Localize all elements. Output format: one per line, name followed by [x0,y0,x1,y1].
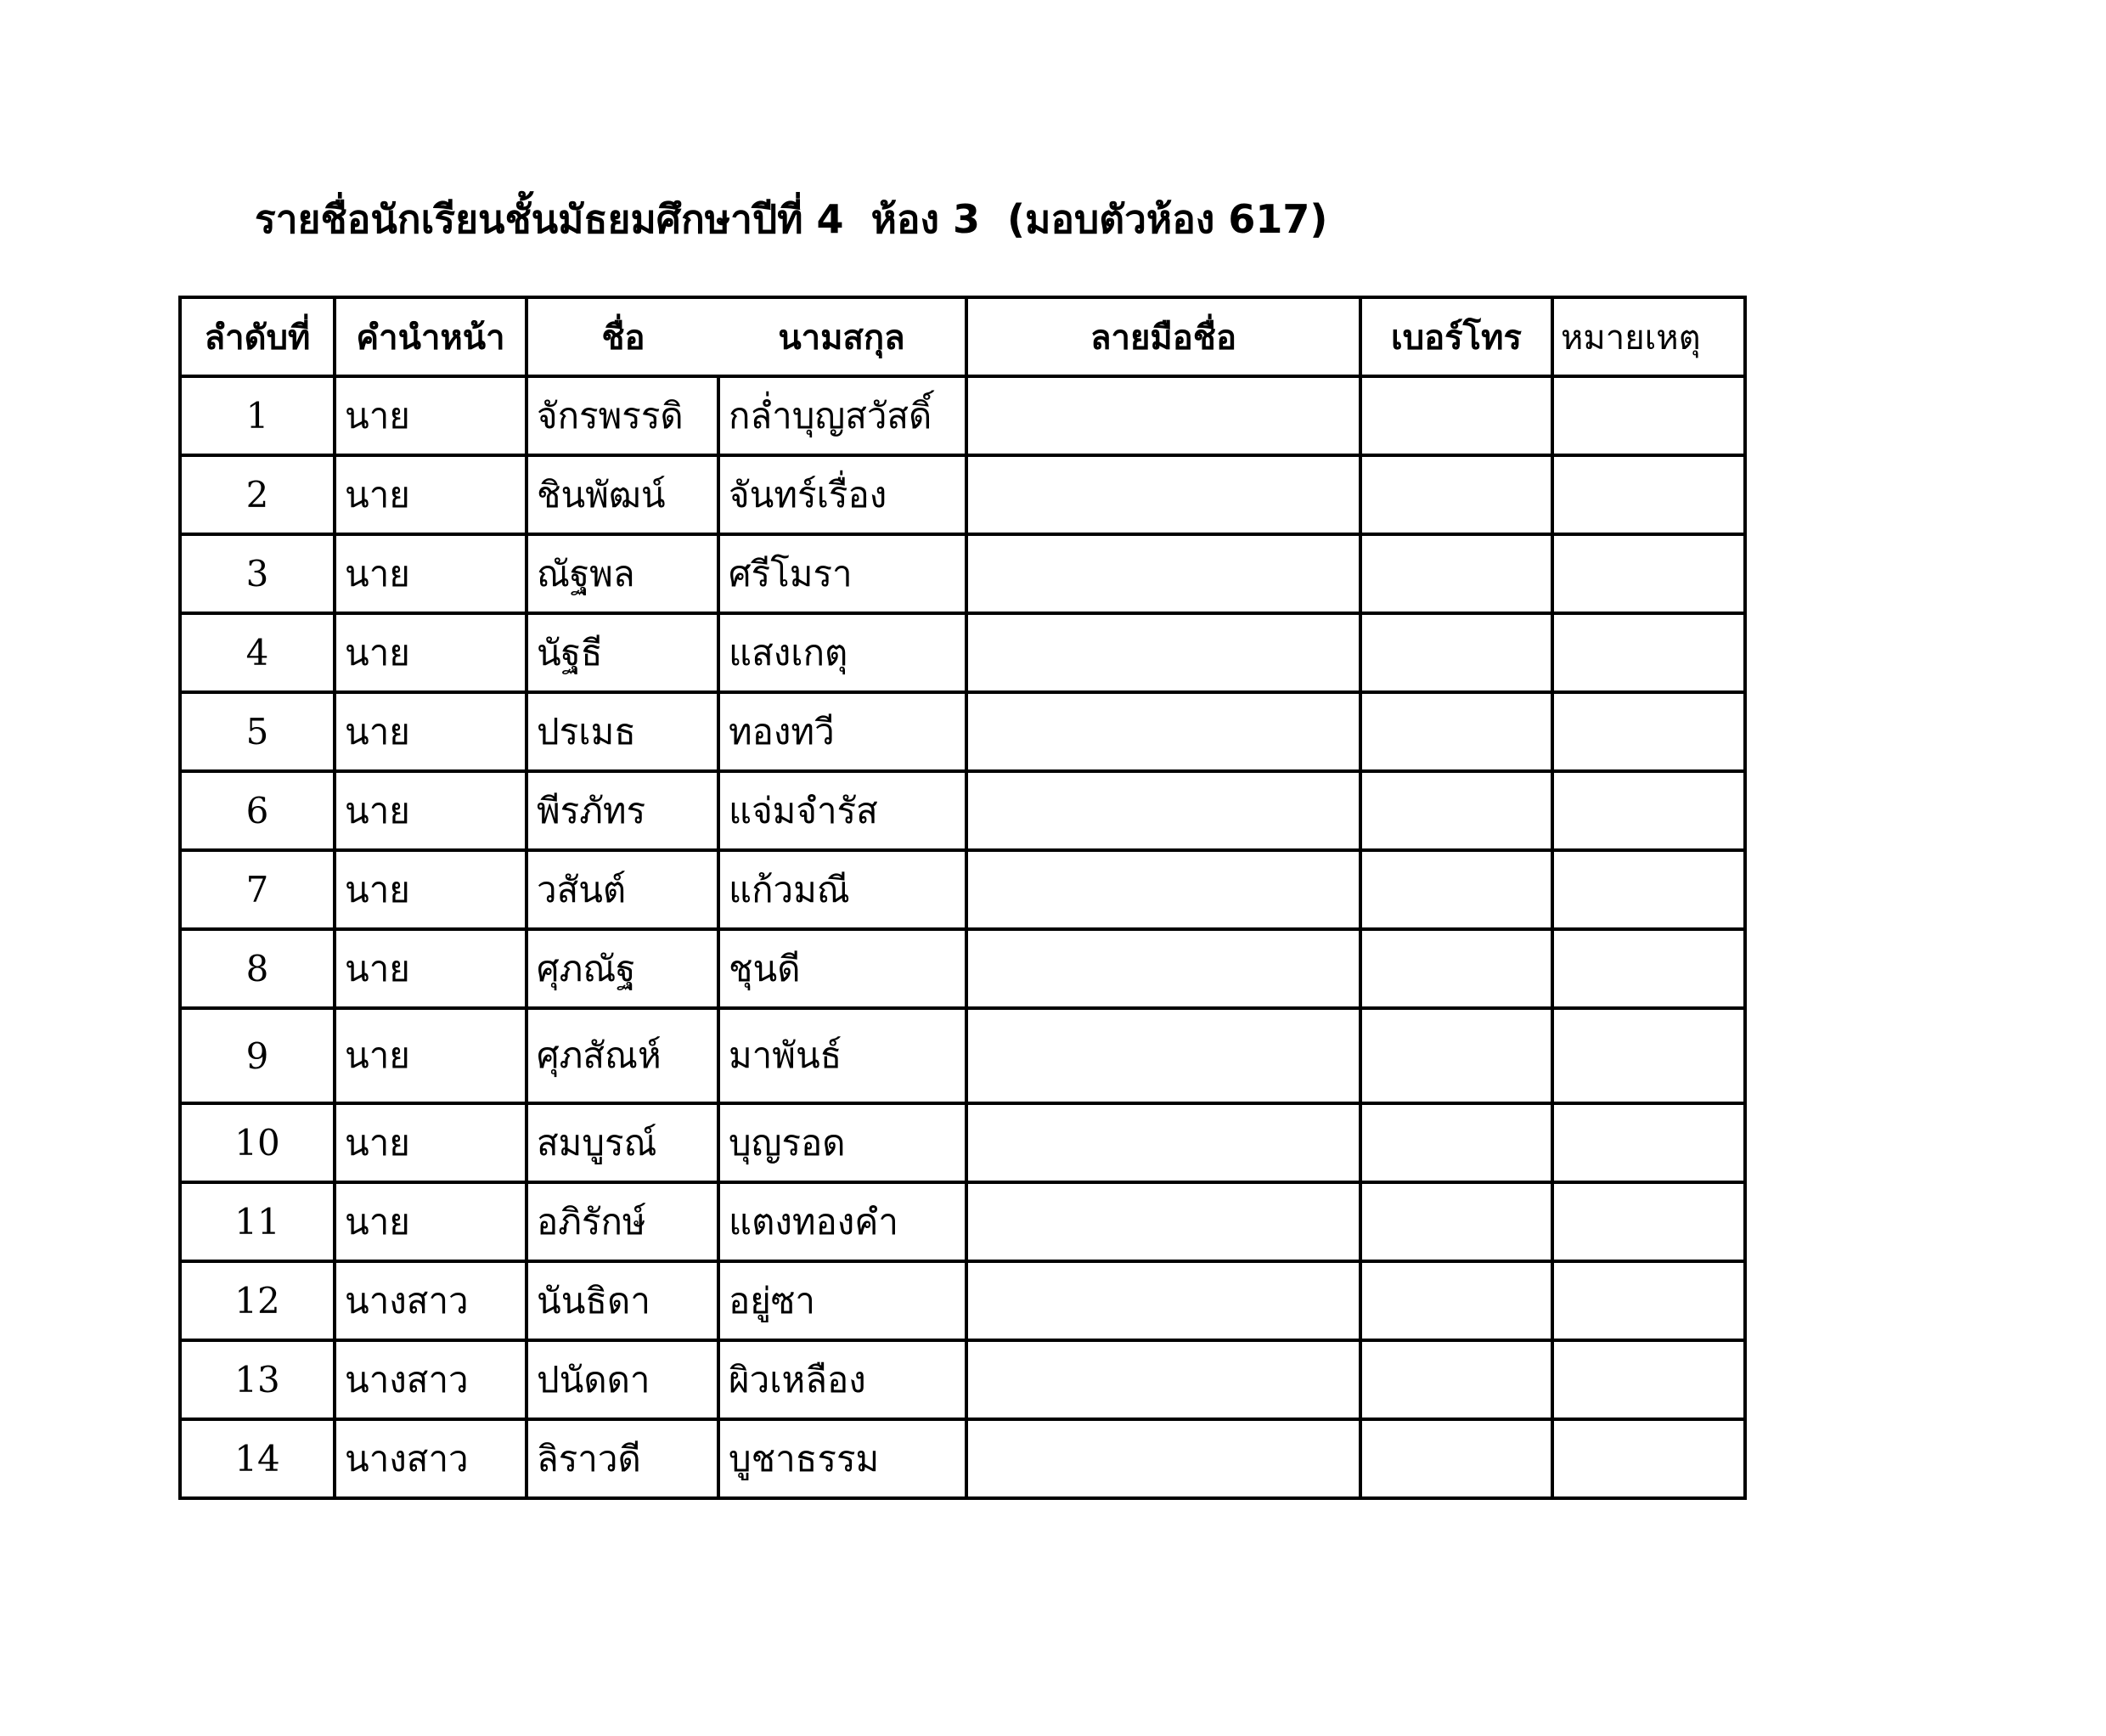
cell-remark[interactable] [1552,1182,1745,1261]
cell-remark[interactable] [1552,692,1745,771]
cell-remark[interactable] [1552,850,1745,929]
cell-no: 8 [180,929,335,1008]
cell-signature[interactable] [966,376,1360,455]
cell-prefix: นาย [335,692,526,771]
cell-remark[interactable] [1552,1103,1745,1182]
cell-phone[interactable] [1360,1103,1552,1182]
cell-phone[interactable] [1360,1340,1552,1419]
table-row [180,1340,1745,1419]
cell-prefix: นางสาว [335,1261,526,1340]
cell-last-name: ทองทวี [718,692,966,771]
table-row [180,929,1745,1008]
cell-last-name: บุญรอด [718,1103,966,1182]
cell-first-name: วสันต์ [526,850,718,929]
cell-no: 9 [180,1008,335,1103]
cell-last-name: ผิวเหลือง [718,1340,966,1419]
cell-signature[interactable] [966,850,1360,929]
cell-no: 3 [180,534,335,613]
cell-remark[interactable] [1552,1008,1745,1103]
cell-first-name: พีรภัทร [526,771,718,850]
cell-no: 4 [180,613,335,692]
cell-remark[interactable] [1552,1419,1745,1498]
cell-remark[interactable] [1552,534,1745,613]
cell-phone[interactable] [1360,376,1552,455]
table-row [180,1008,1745,1103]
cell-first-name: ณัฐพล [526,534,718,613]
cell-last-name: แจ่มจำรัส [718,771,966,850]
cell-signature[interactable] [966,1103,1360,1182]
cell-prefix: นางสาว [335,1419,526,1498]
cell-remark[interactable] [1552,929,1745,1008]
cell-no: 12 [180,1261,335,1340]
table-row [180,1419,1745,1498]
cell-first-name: จักรพรรดิ [526,376,718,455]
cell-first-name: สมบูรณ์ [526,1103,718,1182]
cell-phone[interactable] [1360,1261,1552,1340]
cell-no: 7 [180,850,335,929]
cell-phone[interactable] [1360,929,1552,1008]
cell-last-name: แก้วมณี [718,850,966,929]
cell-first-name: นัฐธี [526,613,718,692]
cell-last-name: ชุนดี [718,929,966,1008]
cell-remark[interactable] [1552,1340,1745,1419]
table-row [180,771,1745,850]
table-row [180,692,1745,771]
cell-no: 14 [180,1419,335,1498]
table-row [180,376,1745,455]
cell-remark[interactable] [1552,376,1745,455]
header-row [180,297,1745,376]
page-title: รายชื่อนักเรียนชั้นมัธยมศึกษาปีที่ 4 ห้อง 3 (มอบตัวห้อง 617) [255,196,1328,242]
cell-signature[interactable] [966,1008,1360,1103]
cell-signature[interactable] [966,1419,1360,1498]
cell-last-name: จันทร์เรื่อง [718,455,966,534]
cell-signature[interactable] [966,771,1360,850]
cell-first-name: ปนัดดา [526,1340,718,1419]
table-row [180,613,1745,692]
cell-last-name: แตงทองคำ [718,1182,966,1261]
cell-signature[interactable] [966,692,1360,771]
table-row [180,850,1745,929]
header-no: ลำดับที่ [180,297,335,376]
cell-phone[interactable] [1360,692,1552,771]
cell-phone[interactable] [1360,1008,1552,1103]
cell-phone[interactable] [1360,850,1552,929]
cell-first-name: ลิราวดี [526,1419,718,1498]
cell-no: 10 [180,1103,335,1182]
cell-no: 11 [180,1182,335,1261]
student-roster-table [178,296,1747,1500]
cell-first-name: ชินพัฒน์ [526,455,718,534]
cell-phone[interactable] [1360,613,1552,692]
cell-phone[interactable] [1360,771,1552,850]
cell-no: 2 [180,455,335,534]
cell-phone[interactable] [1360,1419,1552,1498]
cell-last-name: แสงเกตุ [718,613,966,692]
header-signature: ลายมือชื่อ [966,297,1360,376]
cell-last-name: กล่ำบุญสวัสดิ์ [718,376,966,455]
cell-prefix: นาย [335,455,526,534]
cell-prefix: นาย [335,1182,526,1261]
header-prefix: คำนำหน้า [335,297,526,376]
cell-last-name: อยู่ซา [718,1261,966,1340]
cell-first-name: ศุภสัณห์ [526,1008,718,1103]
header-last-name: นามสกุล [718,297,966,376]
cell-no: 6 [180,771,335,850]
cell-last-name: มาพันธ์ [718,1008,966,1103]
table-row [180,1103,1745,1182]
table-row [180,1182,1745,1261]
table-row [180,1261,1745,1340]
cell-first-name: ศุภณัฐ [526,929,718,1008]
cell-no: 5 [180,692,335,771]
cell-no: 1 [180,376,335,455]
cell-phone[interactable] [1360,455,1552,534]
cell-remark[interactable] [1552,613,1745,692]
table-row [180,455,1745,534]
cell-no: 13 [180,1340,335,1419]
cell-prefix: นาย [335,929,526,1008]
cell-first-name: ปรเมธ [526,692,718,771]
cell-remark[interactable] [1552,771,1745,850]
table-row [180,534,1745,613]
cell-signature[interactable] [966,613,1360,692]
roster-body [180,376,1745,1498]
cell-prefix: นาย [335,771,526,850]
cell-signature[interactable] [966,1182,1360,1261]
header-first-name: ชื่อ [526,297,718,376]
cell-prefix: นางสาว [335,1340,526,1419]
cell-first-name: นันธิดา [526,1261,718,1340]
header-remark: หมายเหตุ [1552,297,1745,376]
cell-prefix: นาย [335,1103,526,1182]
cell-prefix: นาย [335,376,526,455]
cell-signature[interactable] [966,929,1360,1008]
cell-prefix: นาย [335,1008,526,1103]
cell-phone[interactable] [1360,534,1552,613]
cell-first-name: อภิรักษ์ [526,1182,718,1261]
cell-last-name: ศรีโมรา [718,534,966,613]
cell-remark[interactable] [1552,1261,1745,1340]
cell-remark[interactable] [1552,455,1745,534]
header-phone: เบอร์โทร [1360,297,1552,376]
cell-prefix: นาย [335,850,526,929]
cell-prefix: นาย [335,534,526,613]
cell-signature[interactable] [966,1261,1360,1340]
cell-signature[interactable] [966,1340,1360,1419]
cell-signature[interactable] [966,534,1360,613]
cell-phone[interactable] [1360,1182,1552,1261]
cell-signature[interactable] [966,455,1360,534]
cell-last-name: บูชาธรรม [718,1419,966,1498]
cell-prefix: นาย [335,613,526,692]
